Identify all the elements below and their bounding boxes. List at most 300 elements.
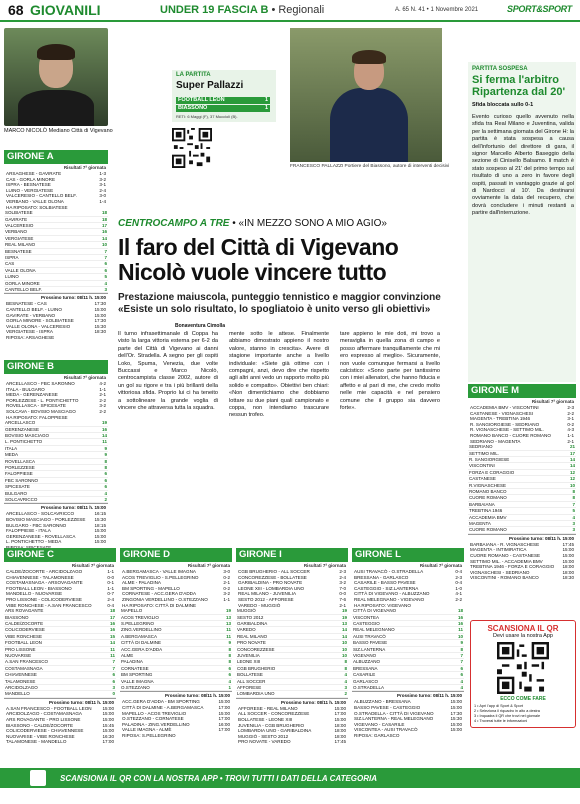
results-list <box>236 569 348 608</box>
result-match: CASARILE - BASSO PAVESE <box>354 580 416 586</box>
next-row <box>468 575 576 581</box>
result-score: 3-1 <box>99 182 106 188</box>
team-name: VALLE OLONA <box>4 267 92 273</box>
team-name: CASTANESE <box>468 476 562 482</box>
team-points: 16 <box>101 620 116 626</box>
league-sub: • Regionali <box>271 4 325 16</box>
round-label: Risultati 7ª giornata <box>187 563 230 568</box>
next-list <box>468 542 576 581</box>
next-match: A.SAN FRANCESCO - FOOTBALL LEON <box>6 705 92 711</box>
qr-icon <box>30 770 46 786</box>
next-match: BIASSONO - CALDE/ZOCORTE <box>6 722 74 728</box>
team-points: 6 <box>449 672 464 678</box>
kicker-quote: • «IN MEZZO SONO A MIO AGIO» <box>232 218 387 229</box>
result-match: ROMANO BANCO - CUORE ROMANO <box>470 432 551 438</box>
team-points: 2 <box>331 691 348 697</box>
team-points: 4 <box>562 514 576 520</box>
result-match: BM SPORTING - MAPELLO <box>122 585 180 591</box>
team-name: O.STEZZANO <box>120 685 216 691</box>
result-score: 0-0 <box>339 591 346 597</box>
team-name: TREBTINA 1946 <box>468 508 562 514</box>
next-match: RIPOSA: ARSAGHESE <box>6 335 55 340</box>
team-name: SETTIMO MIL. <box>468 450 562 456</box>
next-match: GERENZANESE - ROVELLASCA <box>6 533 76 539</box>
next-match: PALADINA - ZING.VERDELLINO <box>122 721 190 727</box>
round-label: Risultati 7ª giornata <box>531 399 574 404</box>
group-m-block <box>468 384 576 581</box>
next-round-label: Prossimo turno: 08/11 h. 15:00 <box>236 698 348 706</box>
results-list <box>352 569 464 608</box>
team-name: CITTÀ DI VIGEVANO <box>352 608 449 614</box>
team-name: COLICODERVIESE <box>4 627 101 633</box>
standings-table <box>4 608 116 698</box>
next-match: GAVIRATE - VERBANO <box>6 312 56 318</box>
standings-table <box>468 444 576 534</box>
team-points: 5 <box>562 508 576 514</box>
team-name: BM SPORTING <box>120 672 216 678</box>
group-c-block <box>4 548 116 745</box>
next-match: BASSO PAVESE - CASTEGGIO <box>354 705 421 711</box>
team-name: PALADINA <box>120 659 216 665</box>
team-points: 3 <box>92 287 108 293</box>
team-points: 6 <box>216 665 232 671</box>
next-match: VIGNASCHESI - SEDRIANO <box>470 569 530 575</box>
next-match: LOMBARDIA UNO - GARIBALDINA <box>238 728 312 734</box>
qr-promo-subtitle: Devi usare la nostra App <box>493 633 553 639</box>
next-match: VIGEVANO - CASARILE <box>354 721 405 727</box>
next-time: 15:00 <box>562 553 574 559</box>
team-points: 17 <box>101 614 116 620</box>
team-points: 10 <box>562 482 576 488</box>
result-score: 3-2 <box>99 403 106 409</box>
standings-table <box>352 608 464 691</box>
team-name: VIBE RONCHESE <box>4 633 101 639</box>
team-points: 14 <box>562 456 576 462</box>
group-l-block <box>352 548 464 739</box>
team-points: 1 <box>216 685 232 691</box>
qr-code-icon[interactable] <box>497 642 549 694</box>
result-match: SESTO 2012 - AFFORESE <box>238 596 294 602</box>
team-points: 17 <box>92 222 108 228</box>
team-name: REAL MILANO <box>4 242 92 248</box>
team-points: 4 <box>92 280 108 286</box>
team-points: 18 <box>449 608 464 614</box>
table-row <box>120 685 232 691</box>
team-points: 8 <box>94 465 108 471</box>
team-points: 4 <box>331 672 348 678</box>
next-round-label: Prossimo turno: 08/11 h. 15:00 <box>468 534 576 542</box>
next-time: 15:00 <box>450 705 462 711</box>
next-time: 15:45 <box>102 722 114 728</box>
result-match: HA RIPOSATO: CITTÀ DI DALMINE <box>122 602 197 608</box>
away-team: BIASSONO <box>178 105 208 111</box>
team-name: NUOVARISE <box>4 653 101 659</box>
result-score: 2-4 <box>339 574 346 580</box>
table-row <box>4 691 116 697</box>
result-match: ACCADEMIA BMV - VISCONTINI <box>470 405 539 410</box>
next-match: PRO NOVATE - VAREDO <box>238 739 291 745</box>
team-points: 3 <box>331 685 348 691</box>
result-match: A.BERGAMASCA - VALLE IMAGNA <box>122 569 196 574</box>
team-name: SESTO 2012 <box>236 614 331 620</box>
team-points: 8 <box>449 646 464 652</box>
results-list <box>4 381 108 420</box>
result-score: 1-1 <box>107 569 114 574</box>
team-name: BESNATESE <box>4 248 92 254</box>
side-article-box <box>468 62 576 382</box>
team-points: 9 <box>216 640 232 646</box>
next-time: 15:00 <box>562 558 574 564</box>
team-points: 8 <box>331 659 348 665</box>
team-points: 11 <box>449 627 464 633</box>
team-points: 10 <box>331 640 348 646</box>
team-name: ITALA <box>4 445 94 451</box>
team-points: 13 <box>216 614 232 620</box>
next-round-label: Prossimo turno: 08/11 h. 15:00 <box>352 691 464 699</box>
team-points: 11 <box>216 627 232 633</box>
next-match: SETTIMO MIL. - ACCADEMIA BMV <box>470 558 543 564</box>
result-score: 3-0 <box>223 569 230 574</box>
article-body-col-3: tare appieno le mie doti, mi trovo a meraviglia in quella zona di campo e posso affermare tranquillamente che mi ero espresso al meglio». Sicuramente, non vuole comunque fermarsi a livello calcistico: «Sono parte per tantissimo con i miei allenatori, che hanno fiducia e affetto e al pari di me, che credo molto nelle mie capacità e nel pensiero comune che il gruppo sia davvero forte». <box>340 331 440 412</box>
team-name: CORNATESE <box>120 665 216 671</box>
side-title: Si ferma l'arbitro Ripartenza dal 20' <box>472 74 566 98</box>
team-points: 6 <box>92 267 108 273</box>
issue-info: A. 65 N. 41 • 1 Novembre 2021 <box>395 7 479 13</box>
next-time: 15:00 <box>102 705 114 711</box>
results-list <box>4 569 116 608</box>
next-time: 15:00 <box>450 727 462 733</box>
team-points: 18 <box>92 210 108 216</box>
next-match: CUORE ROMANO - CASTANESE <box>470 553 541 559</box>
team-points: 2 <box>94 497 108 503</box>
team-points: 12 <box>562 469 576 475</box>
score-home-row <box>176 97 270 104</box>
next-time: 15:30 <box>94 323 106 329</box>
round-label: Risultati 7ª giornata <box>303 563 346 568</box>
team-points: 14 <box>94 432 108 438</box>
team-name: CHIAVENNESE <box>4 672 101 678</box>
next-time: 15:00 <box>334 717 346 723</box>
next-time: 15:00 <box>562 547 574 553</box>
result-match: CASTANESE - VIGNASCHESI <box>470 410 533 416</box>
table-row <box>4 497 108 503</box>
next-time: 15:00 <box>450 721 462 727</box>
team-name: MAPELLO <box>120 608 216 614</box>
bottom-promo-bar[interactable] <box>0 768 580 788</box>
result-score: 3-0 <box>99 193 106 199</box>
next-match: NUOVARISE - VIBE RONCHESE <box>6 733 75 739</box>
team-points: 10 <box>449 633 464 639</box>
result-match: SEDRIANO - MAGENTA <box>470 438 521 444</box>
team-points: 6 <box>449 665 464 671</box>
next-time: 17:00 <box>102 739 114 745</box>
team-name: CUORE ROMANO <box>468 527 562 533</box>
result-score: 3-1 <box>567 416 574 422</box>
next-time: 18:30 <box>94 329 106 335</box>
result-match: VERBANO - VALLE OLONA <box>6 198 64 204</box>
next-match: BARBAIANA - R. VIGNASCHESE <box>470 541 540 547</box>
next-match: VISCONTEA - AUSI TRAVACÒ <box>354 727 418 733</box>
side-text: Evento curioso quello avvenuto nella sfida tra Real Milano e Juventina, valida per la settimana giornata del Girone H: la partita è stata sospesa a causa dell'infortunio del direttore di gara, il signor Marcello Alberto Baseggio della sezione di Cinisello Balsamo. Il match è stato sospeso al 21' del primo tempo sul risultato di uno a zero in favore degli ospiti, passati in vantaggio grazie al gol di Nardocci al 10'. Da destinarsi ovviamente la data del recupero, che dovrà concludere i minuti restanti a partire dall'interruzione. <box>472 114 574 217</box>
result-score: 2-3 <box>567 405 574 410</box>
round-label: Risultati 7ª giornata <box>419 563 462 568</box>
team-points: 13 <box>216 620 232 626</box>
team-points: 14 <box>92 235 108 241</box>
match-scorers: RETI: 6 Maggi (F), 37 Muccioli (B). <box>176 114 238 119</box>
team-points: 6 <box>94 477 108 483</box>
team-name: VALCERESIO <box>4 222 92 228</box>
result-score: 0-2 <box>223 574 230 580</box>
next-match: VISCONTINI - ROMANO BANCO <box>470 575 539 581</box>
team-name: ROMANO BANCO <box>468 489 562 495</box>
next-match: JUVENILIA - CGB BRUGHERIO <box>238 722 305 728</box>
result-match: ACOS TREVIGLIO - S.PELLEGRINO <box>122 574 199 580</box>
league-title <box>160 4 324 16</box>
next-match: L. PONTICHETTO - MEDA <box>6 539 62 545</box>
team-name: CONCOREZZESE <box>236 646 331 652</box>
team-name: VIGEVANO <box>352 653 449 659</box>
qr-step: 3 • Inquadra il QR che trovi nel giornale <box>474 714 541 718</box>
next-time: 17:30 <box>450 710 462 716</box>
next-time: 15:00 <box>102 717 114 723</box>
result-match: CALDE/ZOCORTE - ARCIDOLZAGO <box>6 569 83 574</box>
team-points: 19 <box>331 614 348 620</box>
next-time: 15:30 <box>450 716 462 722</box>
team-name: GARLASCO <box>352 678 449 684</box>
publication-logo: SPORT&SPORT <box>507 4 572 14</box>
team-points: 17 <box>562 450 576 456</box>
result-score: 2-1 <box>567 438 574 444</box>
qr-code-icon[interactable] <box>172 128 212 168</box>
next-match: BOVISIO MASCIAGO - PORLEZZESE <box>6 517 86 523</box>
goalkeeper-photo <box>290 28 442 162</box>
next-time: 15:00 <box>218 699 230 705</box>
team-points: 4 <box>449 678 464 684</box>
result-match: R. VIGNASCHESE - SETTIMO MIL. <box>470 427 544 433</box>
group-label: GIRONE A <box>4 150 108 164</box>
team-points: 7 <box>101 659 116 665</box>
team-name: O.STRADELLA <box>352 685 449 691</box>
team-points: 16 <box>94 426 108 432</box>
next-match: VALLE IMAGNA - ALMÈ <box>122 727 172 733</box>
team-name: CUORE ROMANO <box>468 495 562 501</box>
next-list <box>4 511 108 550</box>
result-score: 4-2 <box>99 381 106 386</box>
team-points: 10 <box>92 242 108 248</box>
team-points: 6 <box>94 471 108 477</box>
next-match: GORLA MINORE - SOLBIATESE <box>6 318 74 324</box>
team-points: 7 <box>562 501 576 507</box>
team-name: PRO LISSONE <box>4 646 101 652</box>
team-name: VISCONTINI <box>468 463 562 469</box>
next-time: 18:00 <box>334 728 346 734</box>
next-round-label: Prossimo turno: 08/11 h. 15:00 <box>120 691 232 699</box>
result-match: PRO LISSONE - COLICODERVIESE <box>6 596 82 602</box>
group-label: GIRONE B <box>4 360 108 374</box>
team-name: ZING.VERDELLINO <box>120 627 216 633</box>
team-points: 9 <box>449 640 464 646</box>
next-match: AFFORESE - REAL MILANO <box>238 705 298 711</box>
group-label: GIRONE I <box>236 548 348 562</box>
team-points: 16 <box>92 229 108 235</box>
team-points: 19 <box>331 608 348 614</box>
next-row <box>4 335 108 341</box>
next-list <box>120 699 232 738</box>
team-points: 14 <box>562 463 576 469</box>
next-match: SIZ.LANTERNA - REAL MELEGNANO <box>354 716 434 722</box>
result-match: LUINO - VERGIATESE <box>6 187 54 193</box>
result-score: 1-1 <box>567 432 574 438</box>
result-score: 4-3 <box>567 427 574 433</box>
results-list <box>468 405 576 444</box>
result-match: FOOTBALL LEON - BIASSONO <box>6 585 72 591</box>
article-byline: Bonaventura Cimolla <box>175 323 226 329</box>
result-match: BRESSANA - GARLASCO <box>354 574 409 580</box>
result-score: 1-3 <box>99 171 106 176</box>
team-points: 11 <box>94 439 108 445</box>
next-match: CANTELLO BELF. - LUINO <box>6 307 62 313</box>
next-match: MUGGIÒ - SESTO 2012 <box>238 733 289 739</box>
qr-promo-title: SCANSIONA IL QR <box>487 624 559 633</box>
article-headline: Il faro del Città di Vigevano Nicolò vuole vincere tutto <box>118 234 399 285</box>
next-time: 18:00 <box>562 569 574 575</box>
next-match: CITTÀ DI DALMINE - A.BERGAMASCA <box>122 705 204 711</box>
result-score: 7-6 <box>339 596 346 602</box>
result-match: CHIAVENNESE - TALAMONESE <box>6 574 74 580</box>
group-b-block <box>4 360 108 551</box>
next-row <box>352 733 464 739</box>
table-row <box>352 685 464 691</box>
team-name: VERGIATESE <box>4 235 92 241</box>
result-match: MANDELLO - NUOVARISE <box>6 591 63 597</box>
team-points: 12 <box>562 476 576 482</box>
result-match: ARCELLASCO - FBC SARONNO <box>6 381 75 386</box>
team-points: 18 <box>92 216 108 222</box>
result-score: 1-1 <box>99 386 106 392</box>
next-time: 15:00 <box>218 710 230 716</box>
team-name: R. SANGIORGIESE <box>468 456 562 462</box>
team-name: ALL SOCCER <box>236 678 331 684</box>
result-match: REAL MILANO - JUVENILIA <box>238 591 297 597</box>
team-points: 3 <box>562 527 576 533</box>
next-time: 15:00 <box>450 699 462 705</box>
team-name: GAVIRATE <box>4 216 92 222</box>
result-match: GARIBALDINA - PRO NOVATE <box>238 580 303 586</box>
next-time: 17:00 <box>218 716 230 722</box>
table-row <box>236 691 348 697</box>
team-name: MANDELLO <box>4 691 101 697</box>
result-match: PORLEZZESE - L. PONTICHETTO <box>6 397 79 403</box>
league-name: UNDER 19 FASCIA B <box>160 4 269 16</box>
team-name: ARCELLASCO <box>4 420 94 426</box>
score-away-row <box>176 105 270 112</box>
next-match: COLICODERVIESE - CHIAVENNESE <box>6 728 84 734</box>
next-time: 16:00 <box>218 721 230 727</box>
next-round-label: Prossimo turno: 08/11 h. 15:00 <box>4 293 108 301</box>
team-points: 15 <box>101 633 116 639</box>
team-name: JUVENILIA <box>236 653 331 659</box>
team-points: 11 <box>101 646 116 652</box>
next-match: TREBTINA 1946 - FORZA E CORAGGIO <box>470 564 555 570</box>
next-time: 15:00 <box>94 539 106 545</box>
result-score: 2-4 <box>107 596 114 602</box>
section-title: GIOVANILI <box>30 2 101 18</box>
team-points: 19 <box>216 608 232 614</box>
next-time: 18:00 <box>562 564 574 570</box>
result-match: ISPRA - BESNATESE <box>6 182 51 188</box>
next-match: VERGIATESE - ISPRA <box>6 329 53 335</box>
qr-step: 4 • Troverai tutte le informazioni <box>474 719 528 723</box>
result-score: 7-0 <box>339 585 346 591</box>
team-points: 21 <box>562 444 576 450</box>
result-score: 2-1 <box>99 392 106 398</box>
round-label: Risultati 7ª giornata <box>71 563 114 568</box>
result-match: SOLCAVA - BOVISIO MASCIAGO <box>6 408 76 414</box>
group-label: GIRONE D <box>120 548 232 562</box>
team-points: 14 <box>331 627 348 633</box>
group-i-block <box>236 548 348 745</box>
next-time: 15:00 <box>102 711 114 717</box>
result-match: HA RIPOSATO: SOLBIATESE <box>6 204 68 210</box>
team-name: SOLBIATESE <box>4 210 92 216</box>
result-score: 0-1 <box>107 580 114 586</box>
goalkeeper-caption: FRANCESCO PALLAZZI Portiere del Biassono, autore di interventi decisivi <box>290 164 450 169</box>
team-name: SOLCAVRICCO <box>4 497 94 503</box>
team-name: FOOTBALL LEON <box>4 640 101 646</box>
next-time: 15:00 <box>94 528 106 534</box>
team-name: MUGGIÒ <box>236 608 331 614</box>
team-points: 7 <box>101 665 116 671</box>
team-points: 10 <box>331 653 348 659</box>
next-time: 15:00 <box>94 307 106 313</box>
result-score: 2-2 <box>455 596 462 602</box>
team-name: VAREDO <box>236 627 331 633</box>
team-name: BARBAIANA <box>468 501 562 507</box>
player-photo <box>4 28 108 126</box>
team-points: 19 <box>94 420 108 426</box>
result-match: VAREDO - MUGGIÒ <box>238 602 281 608</box>
team-name: LEONE XIII <box>236 659 331 665</box>
team-name: ALBUZZANO <box>352 659 449 665</box>
team-points: 4 <box>216 678 232 684</box>
result-match: CORNATESE - ACC.GERA D'ADDA <box>122 591 197 597</box>
team-name: CITTÀ DI DALMINE <box>120 640 216 646</box>
team-name: ALME <box>120 653 216 659</box>
team-points: 6 <box>101 672 116 678</box>
result-match: VIBE RONCHESE - A.SAN FRANCESCO <box>6 602 92 608</box>
bottom-promo-text: SCANSIONA IL QR CON LA NOSTRA APP • TROVI TUTTI I DATI DELLA CATEGORIA <box>60 773 378 783</box>
standings-table <box>4 420 108 503</box>
round-label: Risultati 7ª giornata <box>63 165 106 170</box>
team-points: 6 <box>101 678 116 684</box>
result-score: 1-1 <box>223 596 230 602</box>
qr-step: 1 • Apri l'app di Sport & Sport <box>474 704 523 708</box>
team-points: 8 <box>562 489 576 495</box>
next-round-label: Prossimo turno: 08/11 h. 15:00 <box>4 698 116 706</box>
team-name: MEDA <box>4 452 94 458</box>
team-name: FALOPPIESE <box>4 471 94 477</box>
team-name: ROVELLASCA <box>4 458 94 464</box>
table-row <box>468 527 576 533</box>
team-points: 8 <box>216 653 232 659</box>
result-score: 1-0 <box>455 585 462 591</box>
round-label: Risultati 7ª giornata <box>63 375 106 380</box>
team-name: LUINO <box>4 274 92 280</box>
team-name: CGB BRUGHERIO <box>236 665 331 671</box>
result-match: R. SANGIORGIESE - SEDRIANO <box>470 421 540 427</box>
team-points: 5 <box>92 274 108 280</box>
team-name: L. PONTICHETTO <box>4 439 94 445</box>
